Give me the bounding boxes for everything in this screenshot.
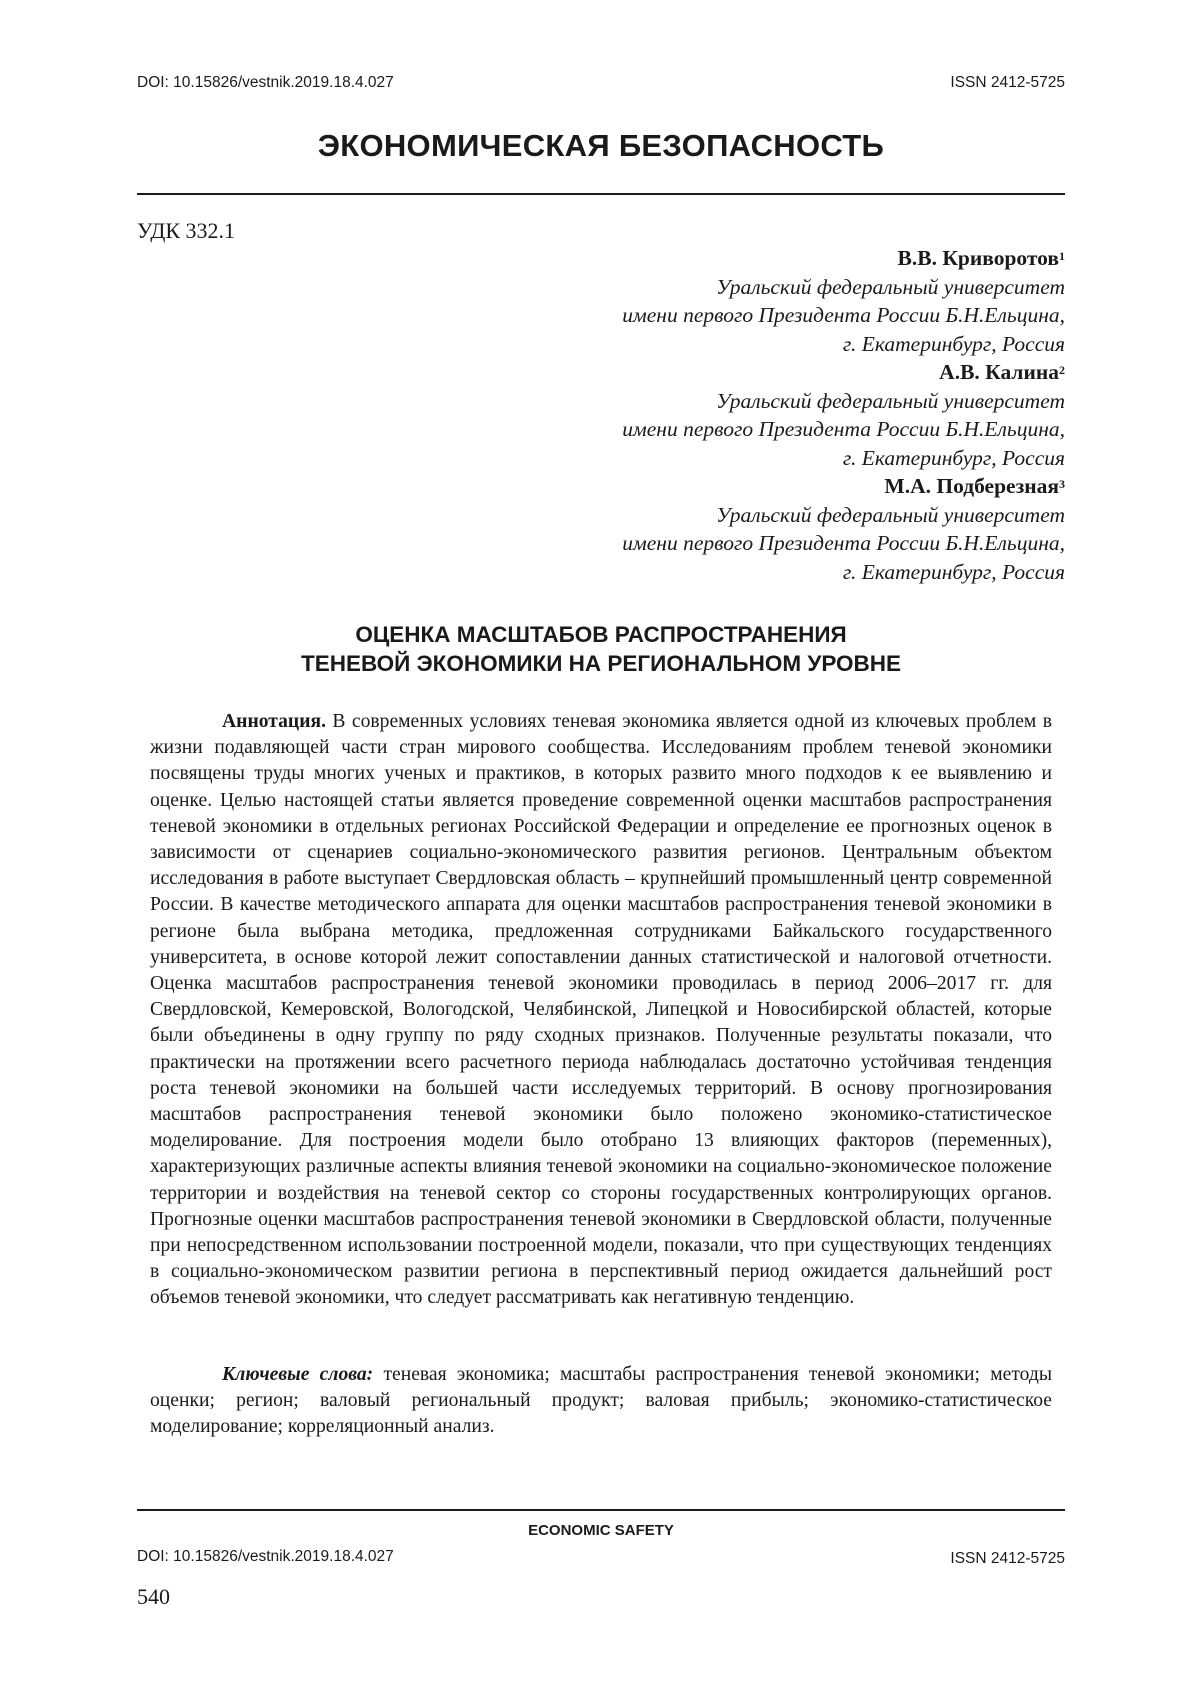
author-footnote-mark: 3 — [1059, 477, 1065, 491]
affiliation-line: имени первого Президента России Б.Н.Ельцина, — [622, 303, 1065, 327]
keywords-label: Ключевые слова: — [222, 1364, 374, 1385]
author-name: М.А. Подберезная$^3$ — [884, 474, 1065, 498]
keywords-paragraph — [150, 1362, 1052, 1441]
author-entry — [505, 358, 1065, 472]
footer-section-title: ECONOMIC SAFETY — [528, 1522, 674, 1539]
affiliation-line: Уральский федеральный университет — [716, 274, 1065, 299]
abstract — [150, 709, 1052, 1312]
author-block — [505, 244, 1065, 586]
keywords-text: теневая экономика; масштабы распространения теневой экономики; методы оценки; регион; валовый региональный продукт; валовая прибыль; экономико-статистическое моделирование; корреляционный анализ. — [150, 1364, 1052, 1438]
abstract-label: Аннотация. — [222, 711, 327, 732]
header-doi: DOI: 10.15826/vestnik.2019.18.4.027 — [137, 74, 394, 91]
affiliation-line: Уральский федеральный университет — [716, 502, 1065, 527]
affiliation-line: Уральский федеральный университет — [716, 388, 1065, 413]
author-name: А.В. Калина$^2$ — [939, 360, 1065, 384]
affiliation-line: г. Екатеринбург, Россия — [842, 445, 1065, 470]
affiliation-line: г. Екатеринбург, Россия — [842, 331, 1065, 356]
footer-issn: ISSN 2412-5725 — [950, 1550, 1065, 1567]
article-title — [137, 620, 1065, 678]
author-entry — [505, 472, 1065, 586]
footer-doi: DOI: 10.15826/vestnik.2019.18.4.027 — [137, 1548, 394, 1565]
section-title: ЭКОНОМИЧЕСКАЯ БЕЗОПАСНОСТЬ — [317, 128, 885, 163]
abstract-paragraph — [150, 709, 1052, 1312]
header-issn: ISSN 2412-5725 — [950, 74, 1065, 91]
keywords — [150, 1362, 1052, 1441]
author-entry — [505, 244, 1065, 358]
article-title-line: ТЕНЕВОЙ ЭКОНОМИКИ НА РЕГИОНАЛЬНОМ УРОВНЕ — [300, 651, 902, 676]
udk-code: УДК 332.1 — [137, 218, 236, 243]
affiliation-line: имени первого Президента России Б.Н.Ельцина, — [622, 531, 1065, 555]
article-title-line: ОЦЕНКА МАСШТАБОВ РАСПРОСТРАНЕНИЯ — [355, 622, 847, 647]
author-footnote-mark: 2 — [1059, 363, 1065, 377]
page-number: 540 — [137, 1584, 170, 1609]
header-divider — [137, 193, 1065, 195]
footer-divider — [137, 1509, 1065, 1511]
author-footnote-mark: 1 — [1059, 249, 1065, 263]
author-name: В.В. Криворотов$^1$ — [897, 246, 1065, 270]
affiliation-line: г. Екатеринбург, Россия — [842, 559, 1065, 584]
abstract-text: В современных условиях теневая экономика является одной из ключевых проблем в жизни подавляющей части стран мирового сообщества. Исследованиям проблем теневой экономики посвящены труды многих ученых и практиков, в которых развито много подходов к ее выявлению и оценке. Целью настоящей статьи является проведение современной оценки масштабов распространения теневой экономики в отдельных регионах Российской Федерации и определение ее прогнозных оценок в зависимости от сценариев социально-экономического развития регионов. Центральным объектом исследования в работе выступает Свердловская область – крупнейший промышленный центр современной России. В качестве методического аппарата для оценки масштабов распространения теневой экономики в регионе была выбрана методика, предложенная сотрудниками Байкальского государственного университета, в основе которой лежит сопоставлении данных статистической и налоговой отчетности. Оценка масштабов распространения теневой экономики проводилась в период 2006–2017 гг. для Свердловской, Кемеровской, Вологодской, Челябинской, Липецкой и Новосибирской областей, которые были объединены в одну группу по ряду сходных признаков. Полученные результаты показали, что практически на протяжении всего расчетного периода наблюдалась достаточно устойчивая тенденция роста теневой экономики на большей части исследуемых территорий. В основу прогнозирования масштабов распространения теневой экономики было положено экономико-статистическое моделирование. Для построения модели было отобрано 13 влияющих факторов (переменных), характеризующих различные аспекты влияния теневой экономики на социально-экономическое положение территории и воздействия на теневой сектор со стороны государственных контролирующих органов. Прогнозные оценки масштабов распространения теневой экономики в Свердловской области, полученные при непосредственном использовании построенной модели, показали, что при существующих тенденциях в социально-экономическом развитии региона в перспективный период ожидается дальнейший рост объемов теневой экономики, что следует рассматривать как негативную тенденцию. — [150, 711, 1052, 1309]
affiliation-line: имени первого Президента России Б.Н.Ельцина, — [622, 417, 1065, 441]
